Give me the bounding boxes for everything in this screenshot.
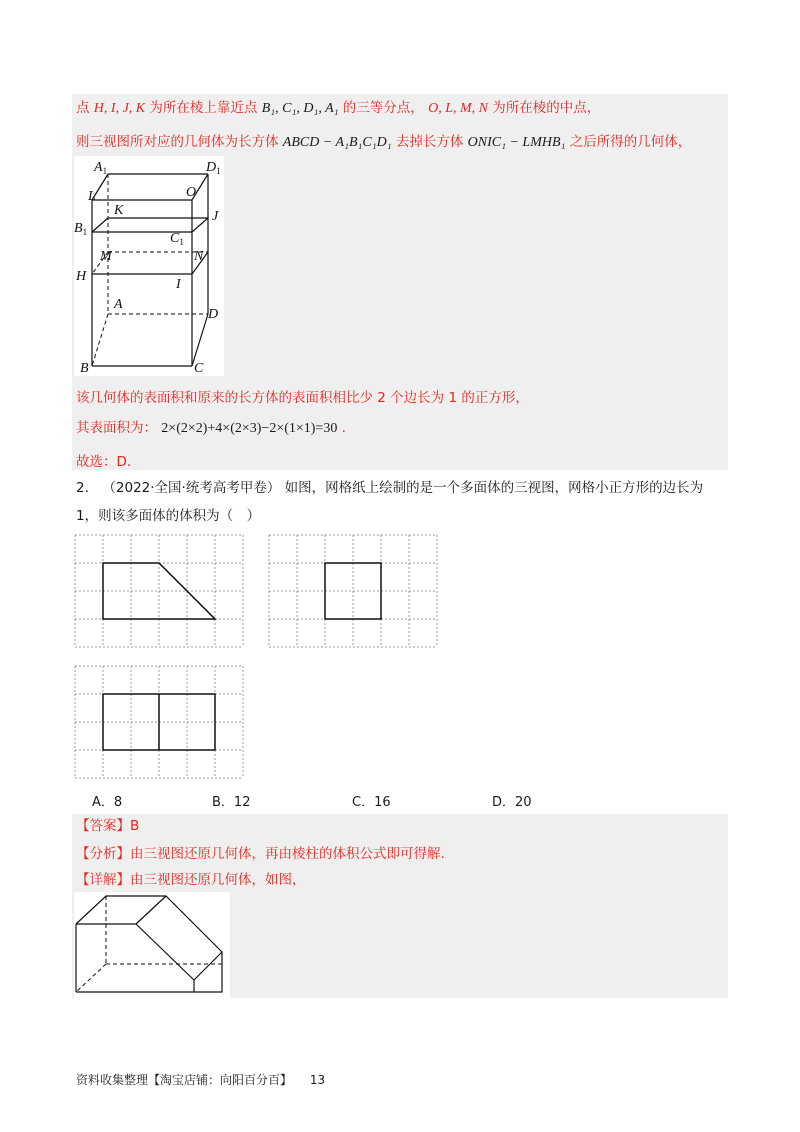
label-A1: $A_1$: [94, 160, 108, 176]
question-2-line-1: 2． （2022·全国·统考高考甲卷） 如图，网格纸上绘制的是一个多面体的三视图，网格小正方形的边长为: [76, 480, 704, 496]
front-view-grid: [74, 534, 244, 648]
answer-line: 【答案】B: [76, 818, 140, 834]
prism-figure: [74, 892, 230, 998]
option-d[interactable]: D．20: [492, 795, 532, 810]
label-M: M: [100, 249, 112, 264]
cuboid-figure: [74, 156, 224, 376]
label-L: L: [88, 189, 96, 204]
label-K: K: [114, 203, 124, 218]
label-A: A: [114, 297, 123, 312]
side-view-grid: [268, 534, 438, 648]
detail-line: 【详解】由三视图还原几何体，如图，: [76, 872, 306, 888]
solution-line-5: 故选：D.: [76, 454, 132, 470]
label-B1: $B_1$: [74, 221, 88, 237]
solution-line-2: 则三视图所对应的几何体为长方体 ABCD − A₁B₁C₁D₁ 去掉长方体 ONIC₁ − LMHB₁ 之后所得的几何体，: [76, 134, 692, 150]
solution-line-1: 点 H, I, J, K 为所在棱上靠近点 B₁, C₁, D₁, A₁ 的三等分点， O, L, M, N 为所在棱的中点，: [76, 100, 601, 116]
option-c[interactable]: C．16: [352, 795, 391, 810]
label-O: O: [186, 185, 197, 200]
top-view-grid: [74, 665, 244, 779]
footer: 资料收集整理【淘宝店铺：向阳百分百】 13: [76, 1073, 326, 1087]
question-2-line-2: 1，则该多面体的体积为（ ）: [76, 508, 261, 524]
label-I: I: [176, 277, 181, 292]
solution-line-4: 其表面积为： 2×(2×2)+4×(2×3)−2×(1×1)=30 .: [76, 420, 346, 436]
label-D1: $D_1$: [206, 160, 221, 176]
option-a[interactable]: A．8: [92, 795, 123, 810]
label-C1: $C_1$: [170, 231, 184, 247]
analysis-line: 【分析】由三视图还原几何体，再由棱柱的体积公式即可得解.: [76, 846, 445, 862]
label-B: B: [80, 361, 89, 376]
label-J: J: [212, 209, 219, 224]
label-H: H: [76, 269, 87, 284]
solution-line-3: 该几何体的表面积和原来的长方体的表面积相比少 2 个边长为 1 的正方形，: [76, 390, 529, 406]
label-D: D: [208, 307, 219, 322]
page-number: 13: [309, 1073, 326, 1087]
option-b[interactable]: B．12: [212, 795, 251, 810]
label-N: N: [194, 249, 204, 264]
label-C: C: [194, 361, 204, 376]
